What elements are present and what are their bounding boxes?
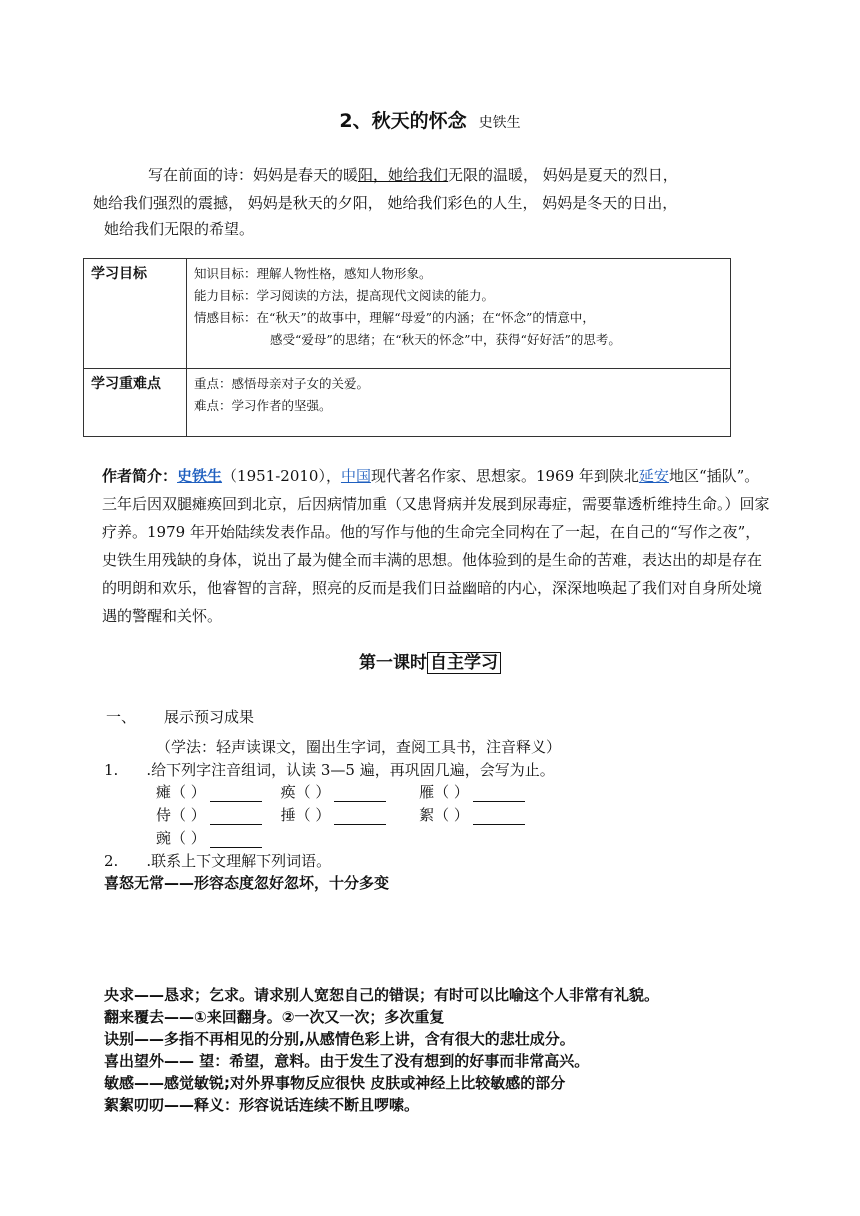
item-text: .联系上下文理解下列词语。 xyxy=(146,852,332,870)
poem-line-2: 她给我们强烈的震撼， 妈妈是秋天的夕阳， 她给我们彩色的人生， 妈妈是冬天的日出， xyxy=(93,194,678,212)
key-point: 重点：感悟母亲对子女的关爱。 xyxy=(194,376,370,391)
item-2 xyxy=(104,850,331,871)
lesson-heading xyxy=(0,648,860,673)
char-blank: 侍（ ） xyxy=(156,806,206,824)
poem-line-3: 她给我们无限的希望。 xyxy=(104,220,255,238)
author-name-link[interactable]: 史铁生 xyxy=(177,467,223,485)
difficult-point: 难点：学习作者的坚强。 xyxy=(194,398,332,413)
poem-underlined-text: 阳，她给我们 xyxy=(358,166,449,184)
goal-knowledge: 知识目标：理解人物性格，感知人物形象。 xyxy=(194,266,432,281)
char-blank: 豌（ ） xyxy=(156,829,206,847)
item-number: 2. xyxy=(104,852,119,870)
bio-text: 现代著名作家、思想家。1969 年到陕北 xyxy=(370,467,639,485)
author-name: 史铁生 xyxy=(478,115,521,131)
poem-text: 写在前面的诗：妈妈是春天的暖 xyxy=(148,166,359,184)
study-method: （学法：轻声读课文，圈出生字词，查阅工具书，注音释义） xyxy=(156,738,562,756)
vocab-item: 敏感——感觉敏锐;对外界事物反应很快 皮肤或神经上比较敏感的部分 xyxy=(104,1074,566,1092)
goal-emotion-cont: 感受“爱母”的思绪；在“秋天的怀念”中，获得“好好活”的思考。 xyxy=(270,332,621,347)
char-blank: 捶（ ） xyxy=(280,806,331,824)
poem-line-1 xyxy=(148,160,678,190)
page-title xyxy=(0,106,860,133)
poem-text: 无限的温暖， 妈妈是夏天的烈日， xyxy=(448,166,678,184)
item-1 xyxy=(104,759,555,780)
answer-line[interactable] xyxy=(210,786,262,802)
answer-line[interactable] xyxy=(334,809,386,825)
learning-goals-table xyxy=(83,258,731,437)
item-number: 1. xyxy=(104,761,119,779)
vocab-item: 喜怒无常——形容态度忽好忽坏，十分多变 xyxy=(104,874,390,892)
lesson-title: 2、秋天的怀念 xyxy=(339,110,467,132)
vocab-item: 喜出望外—— 望：希望，意料。由于发生了没有想到的好事而非常高兴。 xyxy=(104,1052,590,1070)
table-row xyxy=(84,259,731,369)
vocab-item: 翻来覆去——①来回翻身。②一次又一次；多次重复 xyxy=(104,1008,445,1026)
place-link[interactable]: 延安 xyxy=(638,467,669,485)
answer-line[interactable] xyxy=(210,809,262,825)
country-link[interactable]: 中国 xyxy=(340,467,371,485)
char-row-2 xyxy=(156,804,525,825)
char-blank: 絮（ ） xyxy=(419,806,469,824)
key-points-header: 学习重难点 xyxy=(84,369,187,437)
char-blank: 雁（ ） xyxy=(419,783,469,801)
char-row-3 xyxy=(156,827,262,848)
goal-ability: 能力目标：学习阅读的方法，提高现代文阅读的能力。 xyxy=(194,288,495,303)
section-title: 展示预习成果 xyxy=(164,708,255,726)
goals-content xyxy=(187,259,731,369)
goals-header: 学习目标 xyxy=(84,259,187,369)
answer-line[interactable] xyxy=(210,832,262,848)
section-number: 一、 xyxy=(106,708,137,726)
item-text: .给下列字注音组词，认读 3—5 遍，再巩固几遍，会写为止。 xyxy=(146,761,555,779)
vocab-item: 央求——恳求；乞求。请求别人宽恕自己的错误；有时可以比喻这个人非常有礼貌。 xyxy=(104,986,660,1004)
goal-emotion: 情感目标：在“秋天”的故事中，理解“母爱”的内涵；在“怀念”的情意中， xyxy=(194,310,595,325)
answer-line[interactable] xyxy=(473,786,525,802)
author-years: （1951-2010）， xyxy=(222,467,341,485)
vocab-item: 絮絮叨叨——释义：形容说话连续不断且啰嗦。 xyxy=(104,1096,420,1114)
vocab-item: 诀别——多指不再相见的分别,从感情色彩上讲，含有很大的悲壮成分。 xyxy=(104,1030,575,1048)
answer-line[interactable] xyxy=(334,786,386,802)
char-blank: 痪（ ） xyxy=(280,783,331,801)
char-blank: 瘫（ ） xyxy=(156,783,206,801)
answer-line[interactable] xyxy=(473,809,525,825)
author-intro xyxy=(102,462,770,630)
section-heading xyxy=(106,706,254,727)
lesson-number: 第一课时 xyxy=(359,653,427,673)
char-row-1 xyxy=(156,781,525,802)
table-row xyxy=(84,369,731,437)
author-intro-label: 作者简介： xyxy=(102,467,178,485)
key-points-content xyxy=(187,369,731,437)
bio-text: 地区“插队”。三年后因双腿瘫痪回到北京，后因病情加重（又患肾病并发展到尿毒症，需要靠透析维持生命。）回家疗养。1979 年开始陆续发表作品。他的写作与他的生命完全同构在了一起，在自己的“写作之夜”，史铁生用残缺的身体，说出了最为健全而丰满的思想。他体验到的是生命的苦难，表达出的却是存在的明朗和欢乐，他睿智的言辞，照亮的反而是我们日益幽暗的内心，深深地唤起了我们对自身所处境遇的警醒和关怀。 xyxy=(102,467,770,625)
lesson-mode-box: 自主学习 xyxy=(427,652,501,674)
